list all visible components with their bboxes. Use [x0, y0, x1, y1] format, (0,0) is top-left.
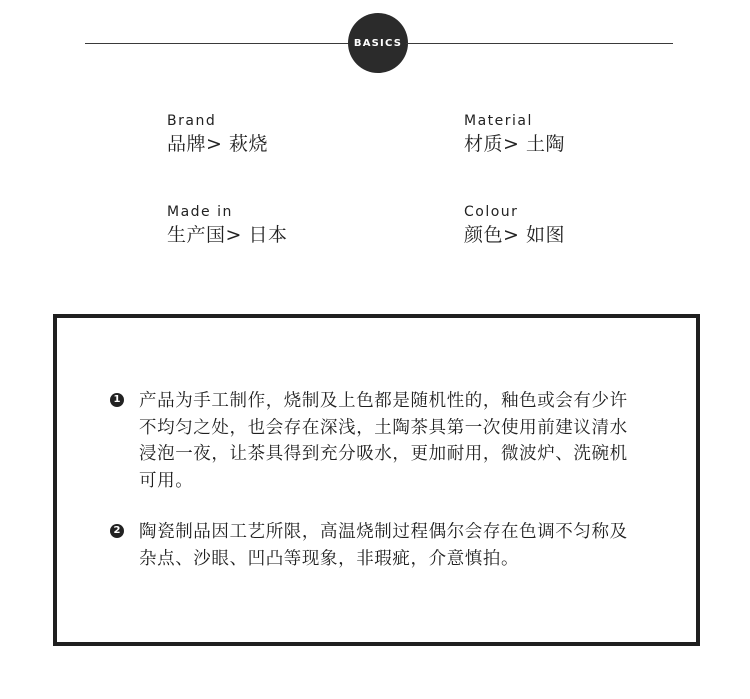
number-badge-icon: 2 — [110, 524, 124, 538]
spec-material — [464, 113, 565, 156]
notice-box — [53, 314, 700, 646]
notice-item — [110, 388, 630, 494]
spec-brand — [167, 113, 268, 156]
spec-label: Made in — [167, 204, 233, 220]
notice-text: 陶瓷制品因工艺所限，高温烧制过程偶尔会存在色调不匀称及杂点、沙眼、凹凸等现象，非瑕疵，介意慎拍。 — [139, 522, 628, 569]
header-divider-left — [85, 43, 350, 44]
spec-value: 颜色> 如图 — [464, 224, 565, 246]
spec-value: 生产国> 日本 — [167, 224, 288, 246]
spec-label: Colour — [464, 204, 519, 220]
badge-label: BASICS — [353, 37, 403, 49]
spec-value: 品牌> 萩烧 — [167, 133, 268, 155]
spec-colour — [464, 204, 565, 247]
header-divider-right — [406, 43, 673, 44]
notice-text: 产品为手工制作，烧制及上色都是随机性的，釉色或会有少许不均匀之处，也会存在深浅，土陶茶具第一次使用前建议清水浸泡一夜，让茶具得到充分吸水，更加耐用，微波炉、洗碗机可用。 — [139, 391, 628, 491]
spec-made-in — [167, 204, 287, 247]
basics-badge — [348, 13, 408, 73]
spec-label: Brand — [167, 113, 217, 129]
notice-item — [110, 519, 630, 572]
spec-value: 材质> 土陶 — [464, 133, 565, 155]
number-badge-icon: 1 — [110, 393, 124, 407]
spec-label: Material — [464, 113, 533, 129]
